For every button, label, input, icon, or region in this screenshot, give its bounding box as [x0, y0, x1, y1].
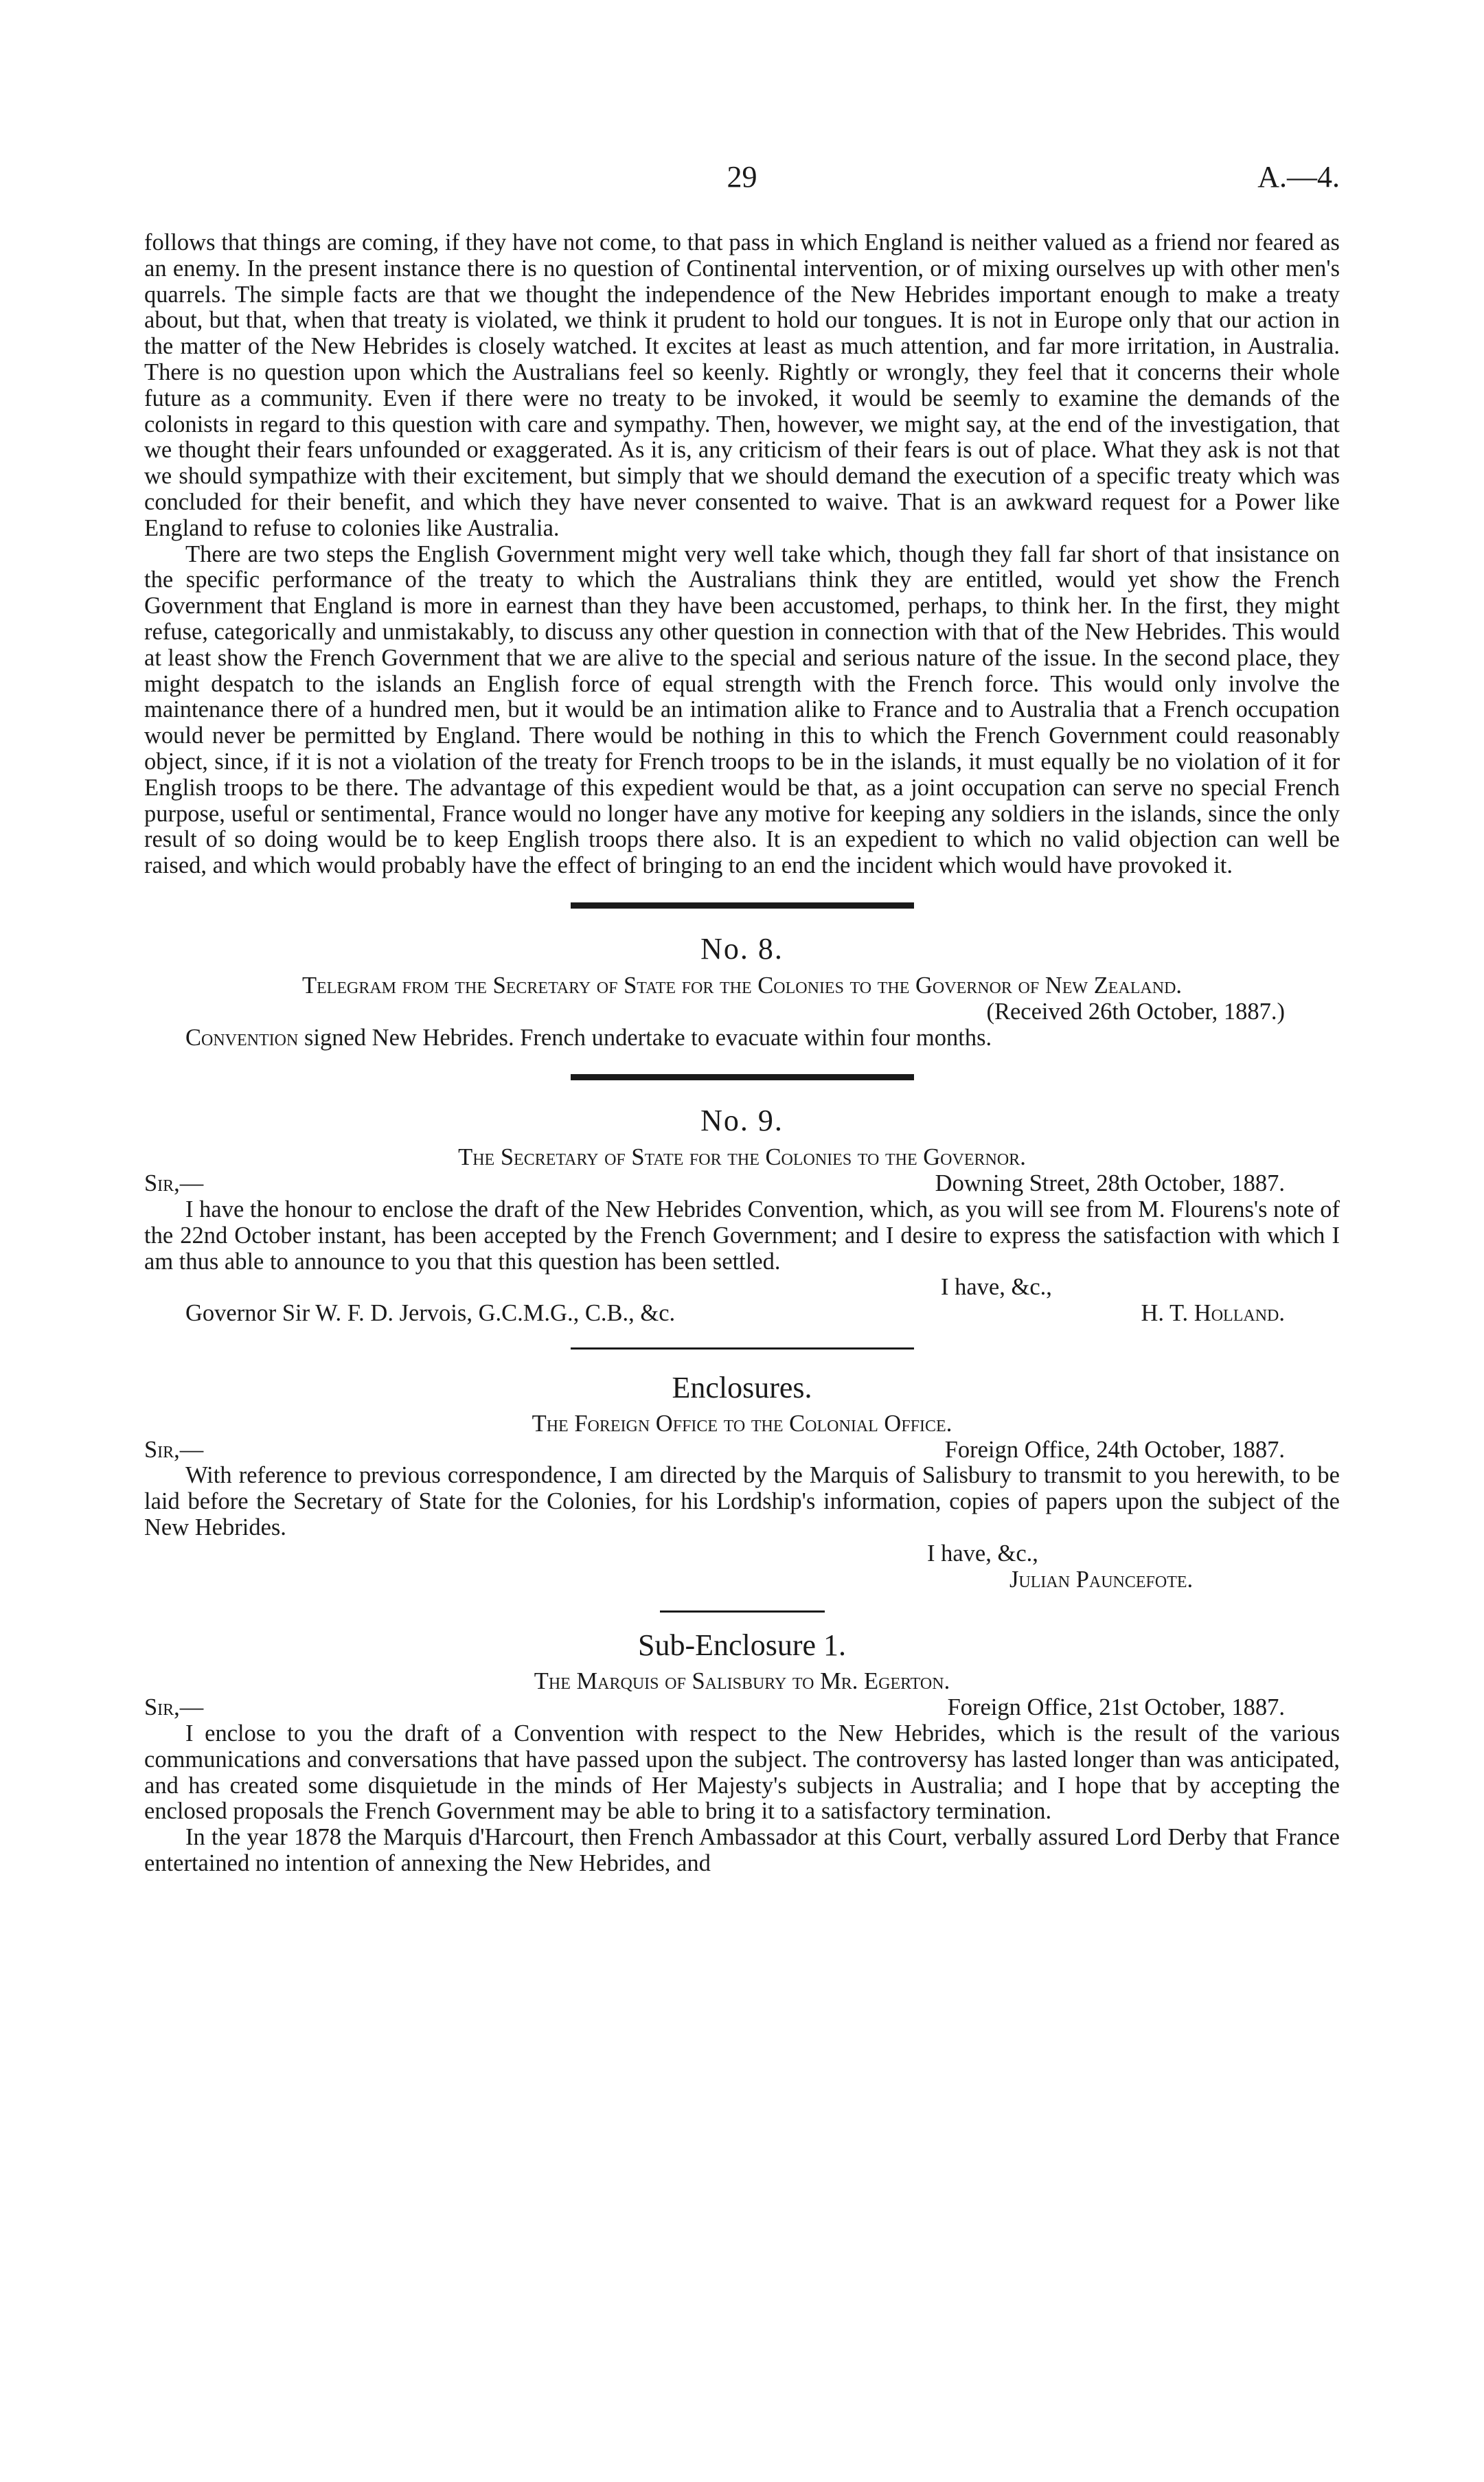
letter-closing: I have, &c., [941, 1274, 1052, 1301]
page-number: 29 [727, 160, 757, 194]
salutation: Sir,— [144, 1436, 204, 1463]
section-divider [571, 1347, 914, 1350]
document-body [144, 230, 1340, 1877]
section-divider [660, 1610, 825, 1613]
sub-enclosure-heading: Sub-Enclosure 1. [637, 1628, 847, 1663]
body-paragraph: follows that things are coming, if they have not come, to that pass in which England is neither valued as a friend nor feared as an enemy. In the present instance there is no question of Continental intervention, or of mixing ourselves up with other men's quarrels. The simple facts are that we thought the independence of the New Hebrides important enough to make a treaty about, but that, when that treaty is violated, we think it prudent to hold our tongues. It is not in Europe only that our action in the matter of the New Hebrides is closely watched. It excites at least as much attention, and far more irritation, in Australia. There is no question upon which the Australians feel so keenly. Rightly or wrongly, they feel that it concerns their whole future as a community. Even if there were no treaty to be invoked, it would be seemly to examine the demands of the colonists in regard to this question with care and sympathy. Then, however, we might say, at the end of the investigation, that we thought their fears unfounded or exaggerated. As it is, any criticism of their fears is out of place. What they ask is not that we should sympathize with their excitement, but simply that we should demand the execution of a specific treaty which was concluded for their benefit, and which they have never consented to waive. That is an awkward request for a Power like England to refuse to colonies like Australia. [144, 229, 1340, 541]
enclosures-heading: Enclosures. [672, 1370, 812, 1404]
letter-body: I enclose to you the draft of a Convention with respect to the New Hebrides, which is the result of the various communications and conversations that have passed upon the subject. The controversy has lasted longer than was anticipated, and has created some disquietude in the minds of Her Majesty's subjects in Australia; and I hope that by accepting the enclosed proposals the French Government may be able to bring it to a satisfactory termination. [144, 1720, 1340, 1825]
letter-body: In the year 1878 the Marquis d'Harcourt, then French Ambassador at this Court, verbally assured Lord Derby that France entertained no intention of annexing the New Hebrides, and [144, 1824, 1340, 1877]
section-number: No. 9. [700, 1104, 784, 1138]
letter-closing: I have, &c., [927, 1540, 1038, 1567]
letter-heading-row [144, 1171, 1340, 1197]
section-title: The Marquis of Salisbury to Mr. Egerton. [534, 1668, 950, 1695]
telegram-lead-word: Convention [185, 1024, 299, 1051]
section-divider [571, 902, 914, 909]
letter-address: Foreign Office, 21st October, 1887. [947, 1694, 1285, 1721]
signature-row [144, 1301, 1340, 1327]
letter-heading-row [144, 1695, 1340, 1721]
letter-address: Foreign Office, 24th October, 1887. [944, 1436, 1285, 1463]
letter-body: I have the honour to enclose the draft of the New Hebrides Convention, which, as you will see from M. Flourens's note of the 22nd October instant, has been accepted by the French Government; and I desire to express the satisfaction with which I am thus able to announce to you that this question has been settled. [144, 1196, 1340, 1275]
received-date: (Received 26th October, 1887.) [986, 998, 1285, 1025]
salutation: Sir,— [144, 1170, 204, 1197]
letter-address: Downing Street, 28th October, 1887. [935, 1170, 1285, 1197]
telegram-text: signed New Hebrides. French undertake to evacuate within four months. [298, 1024, 992, 1051]
signature: H. T. Holland. [1141, 1300, 1285, 1327]
body-paragraph: There are two steps the English Government might very well take which, though they fall far short of that insistance on the specific performance of the treaty to which the Australians think they are entitled, would yet show the French Government that England is more in earnest than they have been accustomed, perhaps, to think her. In the first, they might refuse, categorically and unmistakably, to discuss any other question in connection with that of the New Hebrides. This would at least show the French Government that we are alive to the special and serious nature of the issue. In the second place, they might despatch to the islands an English force of equal strength with the French force. This would only involve the maintenance there of a hundred men, but it would be an intimation alike to France and to Australia that a French occupation would never be permitted by England. There would be nothing in this to which the French Government could reasonably object, since, if it is not a violation of the treaty for French troops to be in the islands, it must equally be no violation of it for English troops to be there. The advantage of this expedient would be that, as a joint occupation can serve no special French purpose, useful or sentimental, France would no longer have any motive for keeping any soldiers in the islands, since the only result of so doing would be to keep English troops there also. It is an expedient to which no valid objection can well be raised, and which would probably have the effect of bringing to an end the incident which would have provoked it. [144, 540, 1340, 879]
section-divider [571, 1074, 914, 1080]
section-title: Telegram from the Secretary of State for the Colonies to the Governor of New Zealand. [301, 972, 1183, 999]
letter-body: With reference to previous correspondence, I am directed by the Marquis of Salisbury to transmit to you herewith, to be laid before the Secretary of State for the Colonies, for his Lordship's information, copies of papers upon the subject of the New Hebrides. [144, 1462, 1340, 1541]
telegram-body [144, 1025, 1340, 1051]
letter-body-row [144, 1197, 1340, 1275]
section-title: The Secretary of State for the Colonies to the Governor. [458, 1144, 1026, 1171]
salutation: Sir,— [144, 1694, 204, 1721]
section-title: The Foreign Office to the Colonial Office. [532, 1410, 952, 1437]
addressee: Governor Sir W. F. D. Jervois, G.C.M.G., C.B., &c. [185, 1300, 676, 1327]
section-number: No. 8. [700, 931, 784, 966]
page-header [144, 159, 1340, 207]
letter-heading-row [144, 1437, 1340, 1464]
signature: Julian Pauncefote. [1009, 1566, 1194, 1593]
paper-reference: A.—4. [1257, 160, 1340, 194]
